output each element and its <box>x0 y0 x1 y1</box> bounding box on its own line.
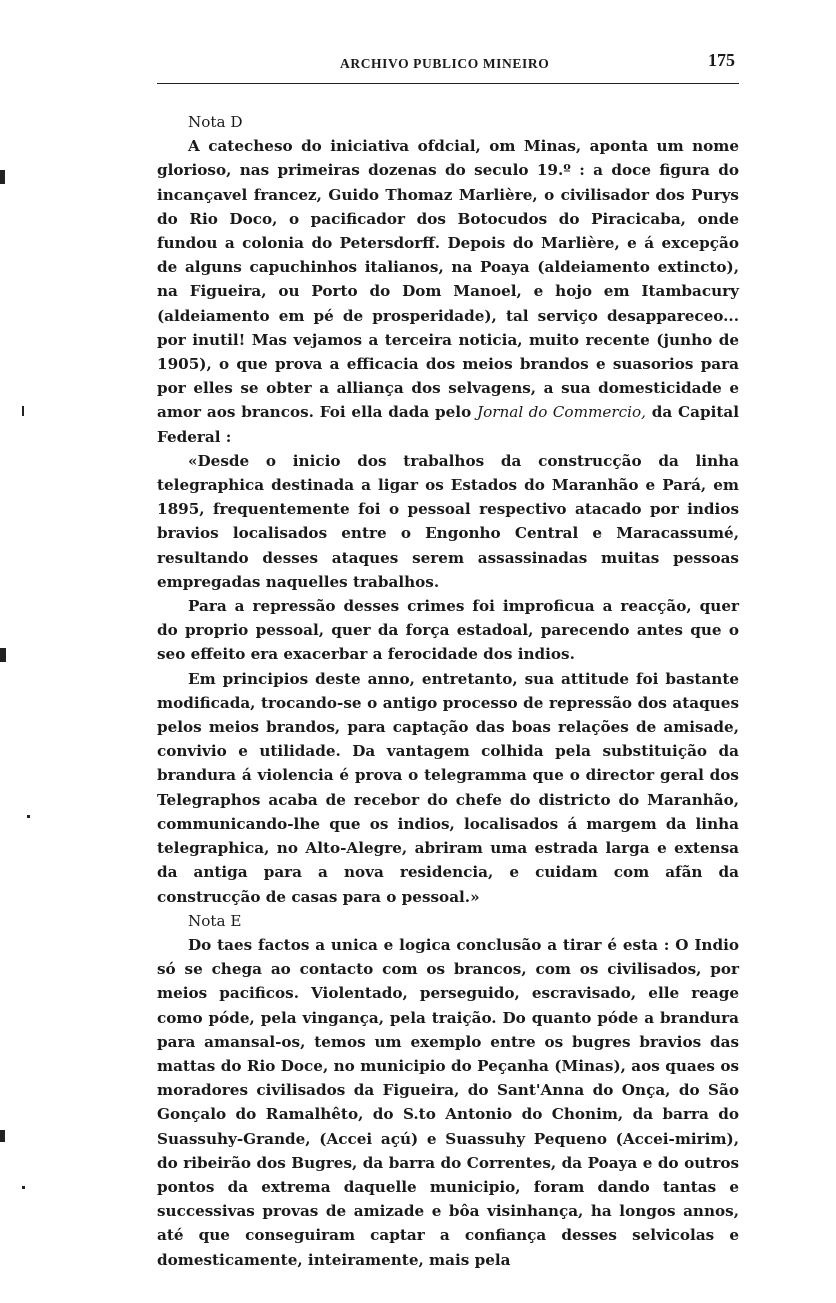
binding-mark <box>0 1130 5 1142</box>
binding-mark <box>0 170 5 184</box>
note-d-paragraph-1 <box>157 134 739 449</box>
page-number: 175 <box>708 50 735 70</box>
newspaper-title: Jornal do Commercio, <box>477 403 646 422</box>
binding-mark <box>27 815 30 818</box>
note-d-quote-paragraph-1: «Desde o inicio dos trabalhos da construcção da linha telegraphica destinada a ligar os Estados do Maranhão e Pará, em 1895, frequentemente foi o pessoal respectivo atacado por indios bravios localisados entre o Engonho Central e Maracassumé, resultando desses ataques serem assassinadas muitas pessoas empregadas naquelles trabalhos. <box>157 451 739 591</box>
note-d-quote-paragraph-3: Em principios deste anno, entretanto, sua attitude foi bastante modificada, trocando-se o antigo processo de repressão dos ataques pelos meios brandos, para captação das boas relações de amisade, convivio e utilidade. Da vantagem colhida pela substituição da brandura á violencia é prova o telegramma que o director geral dos Telegraphos acaba de recebor do chefe do districto do Maranhão, communicando-lhe que os indios, localisados á margem da linha telegraphica, no Alto-Alegre, abriram uma estrada larga e extensa da antiga para a nova residencia, e cuidam com afãn da construcção de casas para o pessoal.» <box>157 669 739 906</box>
note-d-p1-text-a: A catecheso do iniciativa ofdcial, om Minas, aponta um nome glorioso, nas primeiras dozenas do seculo 19.º : a doce figura do incançavel francez, Guido Thomaz Marlière, o civilisador dos Purys do Rio Doco, o pacificador dos Botocudos do Piracicaba, onde fundou a colonia do Petersdorff. Depois do Marlière, e á excepção de alguns capuchinhos italianos, na Poaya (aldeiamento extincto), na Figueira, ou Porto do Dom Manoel, e hojo em Itambacury (aldeiamento em pé de prosperidade), tal serviço desappareceo... por inutil! Mas vejamos a terceira noticia, muito recente (junho de 1905), o que prova a efficacia dos meios brandos e suasorios para por elles se obter a alliança dos selvagens, a sua domesticidade e amor aos brancos. Foi ella dada pelo <box>157 137 739 422</box>
note-e-paragraph-1: Do taes factos a unica e logica conclusão a tirar é esta : O Indio só se chega ao contacto com os brancos, com os civilisados, por meios pacificos. Violentado, perseguido, escravisado, elle reage como póde, pela vingança, pela traição. Do quanto póde a brandura para amansal-os, temos um exemplo entre os bugres bravios das mattas do Rio Doce, no municipio do Peçanha (Minas), aos quaes os moradores civilisados da Figueira, do Sant'Anna do Onça, do São Gonçalo do Ramalhêto, do S.to Antonio do Chonim, da barra do Suassuhy-Grande, (Accei açú) e Suassuhy Pequeno (Accei-mirim), do ribeirão dos Bugres, da barra do Correntes, da Poaya e do outros pontos da extrema daquelle municipio, foram dando tantas e successivas provas de amizade e bôa visinhança, ha longos annos, até que conseguiram captar a confiança desses selvicolas e domesticamente, inteiramente, mais pela <box>157 935 739 1269</box>
note-d-quote-paragraph-2: Para a repressão desses crimes foi improficua a reacção, quer do proprio pessoal, quer da força estadoal, parecendo antes que o seo effeito era exacerbar a ferocidade dos indios. <box>157 597 739 664</box>
note-e-heading: Nota E <box>188 911 242 930</box>
binding-mark <box>22 1186 25 1189</box>
header-rule <box>157 83 739 84</box>
binding-mark <box>22 406 24 416</box>
note-d-p1-text-b: da Capital Federal : <box>157 403 739 446</box>
body-text <box>157 110 739 1272</box>
note-d-heading: Nota D <box>188 113 243 131</box>
running-title: ARCHIVO PUBLICO MINEIRO <box>340 56 550 71</box>
binding-mark <box>0 648 6 662</box>
